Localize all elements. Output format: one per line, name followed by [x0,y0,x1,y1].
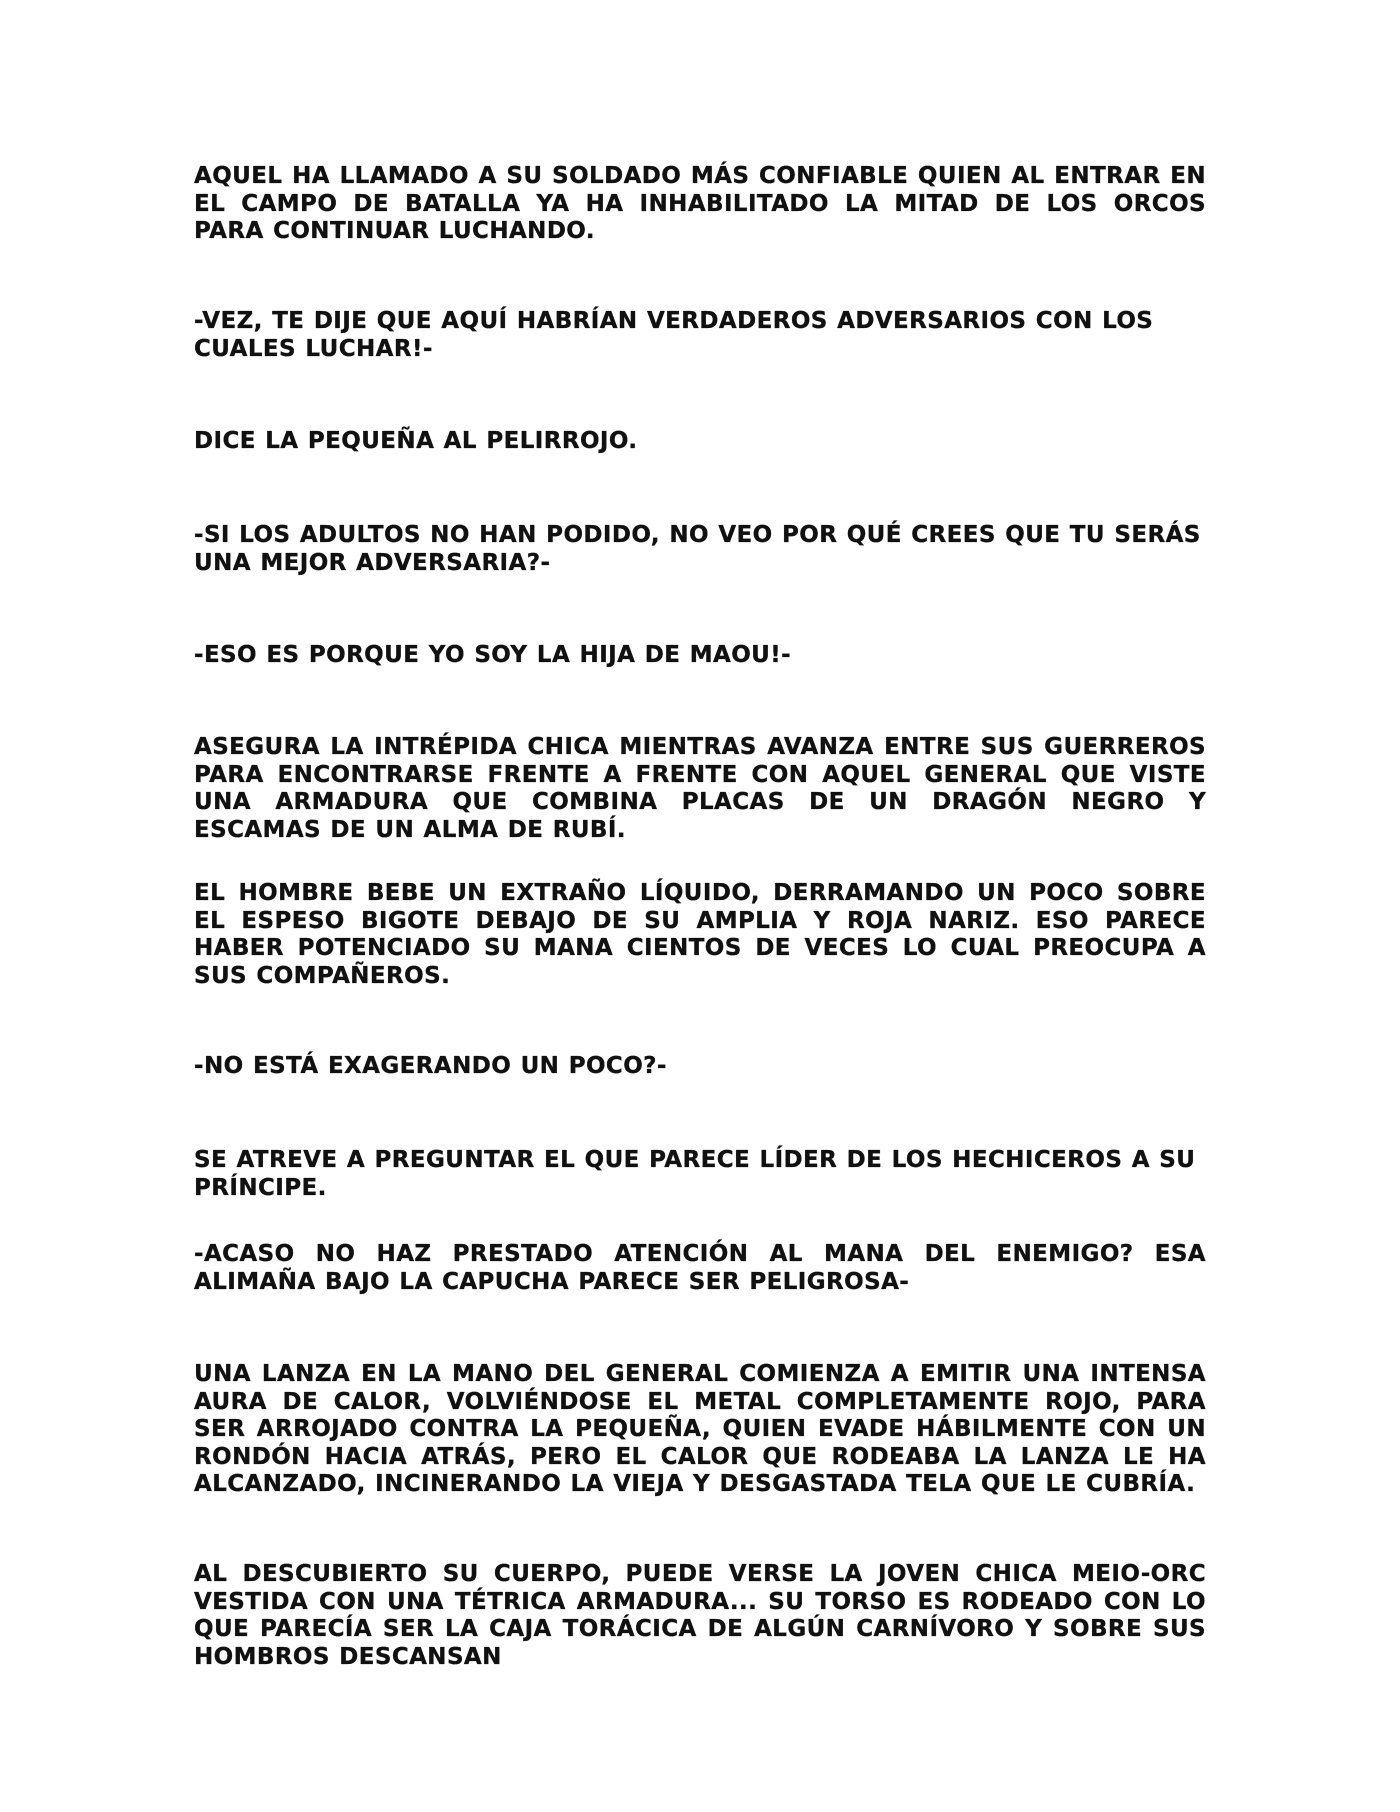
narration-paragraph: DICE LA PEQUEÑA AL PELIRROJO. [194,428,638,454]
dialogue-paragraph: -VEZ, TE DIJE QUE AQUÍ HABRÍAN VERDADEROS ADVERSARIOS CON LOS CUALES LUCHAR!- [194,308,1154,362]
dialogue-paragraph: -SI LOS ADULTOS NO HAN PODIDO, NO VEO POR QUÉ CREES QUE TU SERÁS UNA MEJOR ADVERSARIA?- [194,522,1201,576]
narration-paragraph: AQUEL HA LLAMADO A SU SOLDADO MÁS CONFIABLE QUIEN AL ENTRAR EN EL CAMPO DE BATALLA YA HA INHABILITADO LA MITAD DE LOS ORCOS PARA CONTINUAR LUCHANDO. [194,163,1206,244]
narration-paragraph: SE ATREVE A PREGUNTAR EL QUE PARECE LÍDER DE LOS HECHICEROS A SU PRÍNCIPE. [194,1147,1196,1201]
narration-paragraph: AL DESCUBIERTO SU CUERPO, PUEDE VERSE LA JOVEN CHICA MEIO-ORC VESTIDA CON UNA TÉTRICA ARMADURA... SU TORSO ES RODEADO CON LO QUE PARECÍA SER LA CAJA TORÁCICA DE ALGÚN CARNÍVORO Y SOBRE SUS HOMBROS DESCANSAN [194,1561,1206,1670]
narration-paragraph: EL HOMBRE BEBE UN EXTRAÑO LÍQUIDO, DERRAMANDO UN POCO SOBRE EL ESPESO BIGOTE DEBAJO DE SU AMPLIA Y ROJA NARIZ. ESO PARECE HABER POTENCIADO SU MANA CIENTOS DE VECES LO CUAL PREOCUPA A SUS COMPAÑEROS. [194,880,1206,989]
dialogue-paragraph: -ESO ES PORQUE YO SOY LA HIJA DE MAOU!- [194,642,792,668]
dialogue-paragraph: -NO ESTÁ EXAGERANDO UN POCO?- [194,1053,667,1079]
dialogue-paragraph: -ACASO NO HAZ PRESTADO ATENCIÓN AL MANA DEL ENEMIGO? ESA ALIMAÑA BAJO LA CAPUCHA PARECE SER PELIGROSA- [194,1241,1206,1295]
narration-paragraph: UNA LANZA EN LA MANO DEL GENERAL COMIENZA A EMITIR UNA INTENSA AURA DE CALOR, VOLVIÉNDOSE EL METAL COMPLETAMENTE ROJO, PARA SER ARROJADO CONTRA LA PEQUEÑA, QUIEN EVADE HÁBILMENTE CON UN RONDÓN HACIA ATRÁS, PERO EL CALOR QUE RODEABA LA LANZA LE HA ALCANZADO, INCINERANDO LA VIEJA Y DESGASTADA TELA QUE LE CUBRÍA. [194,1361,1206,1497]
narration-paragraph: ASEGURA LA INTRÉPIDA CHICA MIENTRAS AVANZA ENTRE SUS GUERREROS PARA ENCONTRARSE FRENTE A FRENTE CON AQUEL GENERAL QUE VISTE UNA ARMADURA QUE COMBINA PLACAS DE UN DRAGÓN NEGRO Y ESCAMAS DE UN ALMA DE RUBÍ. [194,734,1206,843]
